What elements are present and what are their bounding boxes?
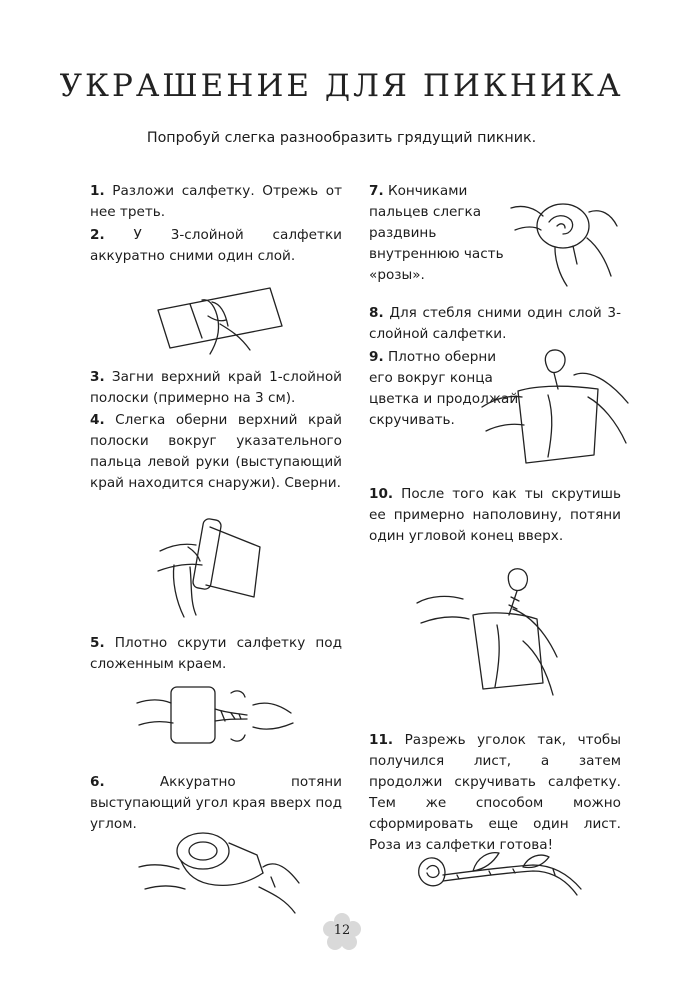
step-text: После того как ты скрутишь ее примерно наполовину, потяни один угловой конец вверх. [369, 486, 621, 544]
napkin-twist-illustration [135, 683, 295, 753]
step-8 [369, 303, 621, 345]
step-number: 4. [90, 412, 105, 428]
step-4 [90, 410, 342, 494]
step-text: Плотно скрути салфетку под сложенным краем. [90, 635, 342, 672]
step-number: 2. [90, 227, 105, 243]
rose-open-illustration [505, 186, 620, 291]
step-text: Разрежь уголок так, чтобы получился лист, а затем продолжи скручивать салфетку. Тем же способом можно сформировать еще один лист. Роза из салфетки готова! [369, 732, 622, 853]
step-number: 8. [369, 305, 384, 321]
step-2 [90, 225, 342, 267]
step-number: 7. [369, 183, 384, 199]
step-number: 6. [90, 774, 105, 790]
step-text: Плотно оберни его вокруг конца цветка и продолжай скручивать. [369, 349, 519, 428]
step-number: 9. [369, 349, 384, 365]
pull-leaf-illustration [413, 565, 563, 705]
step-number: 10. [369, 486, 394, 502]
step-7 [369, 181, 519, 286]
step-text: Разложи салфетку. Отрежь от нее треть. [90, 183, 343, 220]
step-3 [90, 367, 342, 409]
finished-rose-illustration [413, 845, 588, 905]
step-11 [369, 730, 621, 856]
page-title: УКРАШЕНИЕ ДЛЯ ПИКНИКА [59, 68, 624, 104]
step-text: Слегка оберни верхний край полоски вокруг указательного пальца левой руки (выступающий край находится снаружи). Сверни. [90, 412, 342, 491]
step-text: У 3-слойной салфетки аккуратно сними один слой. [90, 227, 342, 264]
step-5 [90, 633, 342, 675]
step-6 [90, 772, 342, 835]
stem-wrap-illustration [478, 345, 638, 475]
step-10 [369, 484, 621, 547]
step-text: Аккуратно потяни выступающий угол края вверх под углом. [90, 774, 342, 832]
step-number: 1. [90, 183, 105, 199]
napkin-pull-corner-illustration [135, 827, 305, 922]
step-number: 5. [90, 635, 105, 651]
page-number: 12 [333, 923, 351, 938]
step-text: Кончиками пальцев слегка раздвинь внутреннюю часть «розы». [369, 183, 504, 283]
napkin-fold-finger-illustration [150, 505, 280, 625]
step-number: 11. [369, 732, 394, 748]
step-text: Для стебля сними один слой 3-слойной салфетки. [369, 305, 621, 342]
napkin-cut-illustration [150, 280, 290, 360]
step-text: Загни верхний край 1-слойной полоски (примерно на 3 см). [90, 369, 343, 406]
step-1 [90, 181, 342, 223]
page-number-badge [322, 912, 362, 952]
step-number: 3. [90, 369, 105, 385]
page-subtitle: Попробуй слегка разнообразить грядущий пикник. [146, 130, 537, 146]
